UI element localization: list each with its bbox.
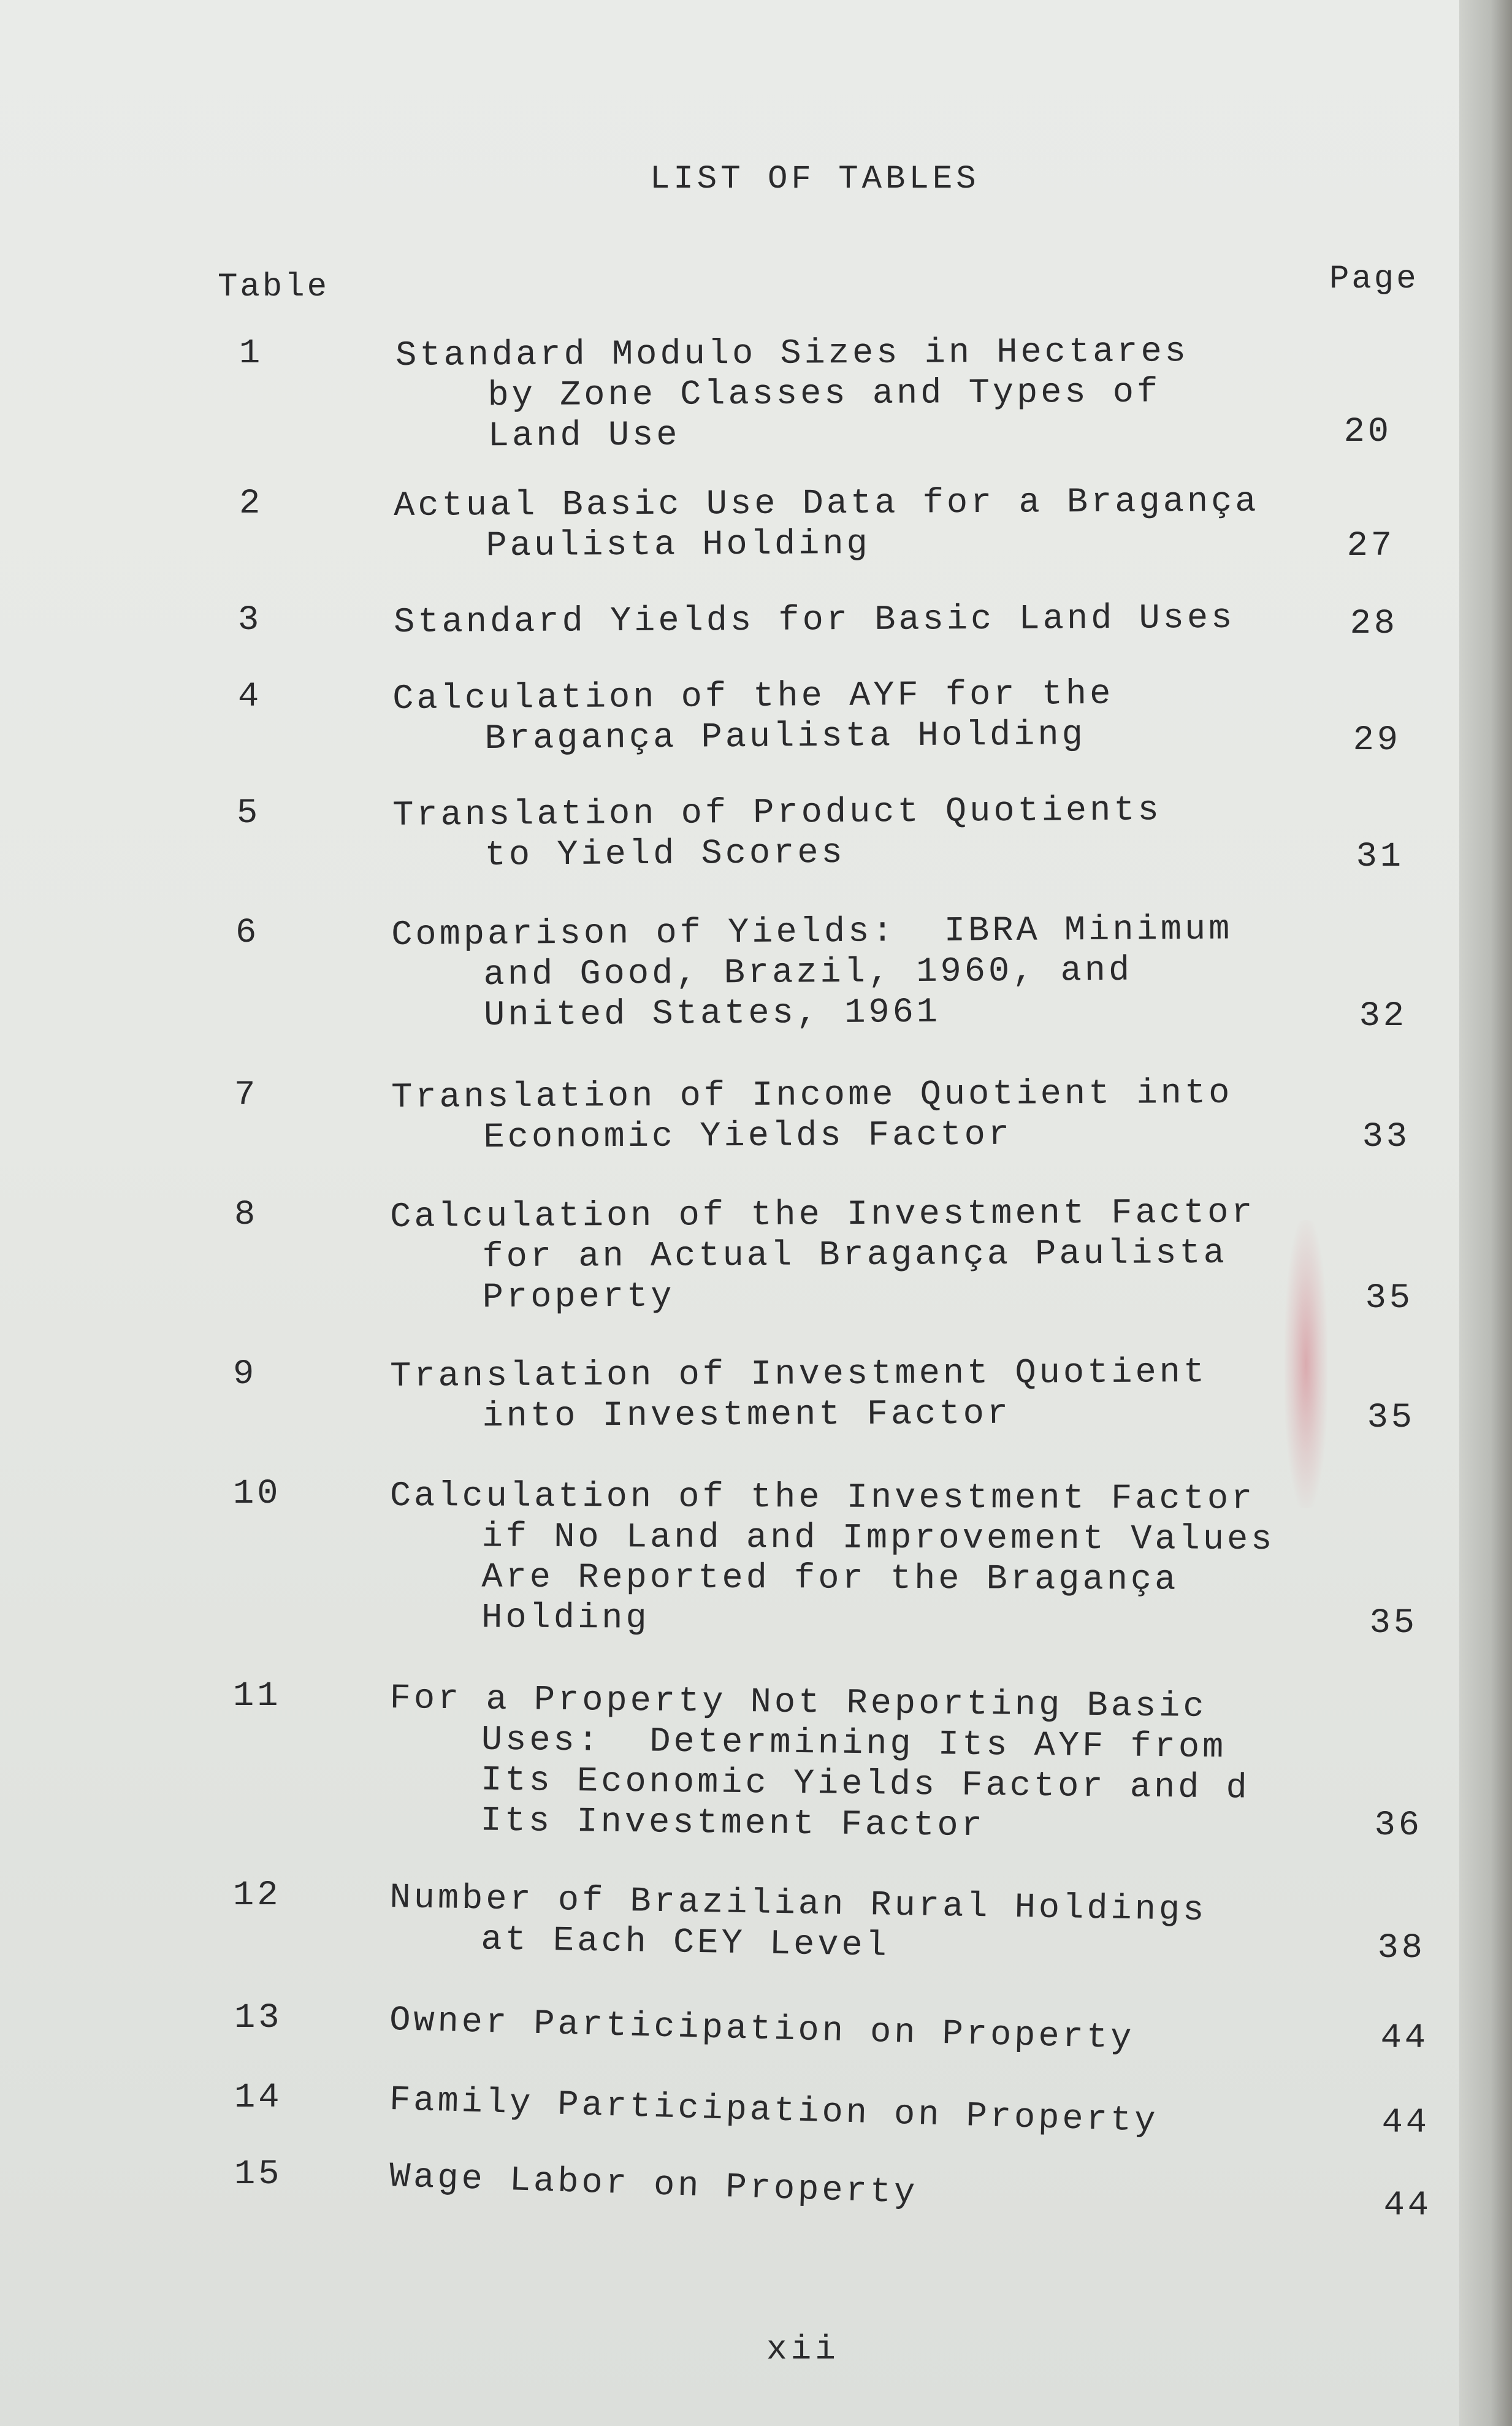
table-page-number: 32 bbox=[1359, 997, 1407, 1036]
table-title-line: Holding bbox=[481, 1598, 650, 1639]
table-number: 1 bbox=[239, 334, 264, 373]
table-title bbox=[391, 1074, 1233, 1159]
table-title-line: Calculation of the AYF for the bbox=[392, 674, 1114, 719]
table-number: 6 bbox=[235, 914, 260, 953]
table-page-number: 44 bbox=[1380, 2019, 1429, 2058]
table-title-line: to Yield Scores bbox=[484, 833, 846, 875]
red-ink-smudge bbox=[1285, 1220, 1327, 1508]
table-page-number: 35 bbox=[1367, 1398, 1415, 1438]
table-title-line: Paulista Holding bbox=[486, 524, 871, 566]
table-title-line: Comparison of Yields: IBRA Minimum bbox=[391, 910, 1233, 955]
table-title-line: and Good, Brazil, 1960, and bbox=[483, 951, 1133, 995]
table-number: 2 bbox=[239, 484, 264, 524]
table-page-number: 44 bbox=[1383, 2186, 1432, 2226]
adjacent-page-edge bbox=[1459, 0, 1512, 2426]
table-title-line: if No Land and Improvement Values bbox=[481, 1517, 1275, 1560]
table-title bbox=[389, 1878, 1207, 1972]
table-title bbox=[389, 2080, 1159, 2142]
table-page-number: 33 bbox=[1362, 1118, 1410, 1157]
table-title-line: Calculation of the Investment Factor bbox=[390, 1193, 1256, 1237]
table-title-line: Family Participation on Property bbox=[389, 2080, 1159, 2142]
page-title: LIST OF TABLES bbox=[650, 161, 980, 198]
table-title-line: Number of Brazilian Rural Holdings bbox=[389, 1878, 1207, 1931]
table-number: 12 bbox=[233, 1876, 281, 1915]
table-title bbox=[389, 2001, 1135, 2059]
table-title-line: Translation of Product Quotients bbox=[392, 791, 1163, 836]
table-number: 8 bbox=[234, 1196, 259, 1235]
table-page-number: 20 bbox=[1343, 413, 1392, 452]
table-page-number: 36 bbox=[1374, 1806, 1422, 1845]
table-title-line: Translation of Income Quotient into bbox=[391, 1074, 1233, 1118]
table-page-number: 44 bbox=[1381, 2104, 1430, 2143]
table-title-line: Standard Yields for Basic Land Uses bbox=[394, 598, 1235, 643]
table-title-line: Standard Modulo Sizes in Hectares bbox=[395, 332, 1189, 376]
table-title-line: Translation of Investment Quotient bbox=[390, 1353, 1208, 1397]
table-title-line: Bragança Paulista Holding bbox=[484, 715, 1086, 759]
table-title-line: For a Property Not Reporting Basic bbox=[389, 1679, 1207, 1727]
table-number: 14 bbox=[234, 2078, 283, 2118]
table-title-line: United States, 1961 bbox=[483, 993, 941, 1036]
table-title-line: Land Use bbox=[487, 416, 681, 457]
table-number: 4 bbox=[238, 677, 262, 717]
table-title bbox=[388, 1679, 1251, 1850]
column-header-table: Table bbox=[218, 269, 330, 306]
table-title-line: Calculation of the Investment Factor bbox=[389, 1477, 1256, 1519]
table-title bbox=[394, 482, 1259, 567]
table-number: 9 bbox=[233, 1355, 258, 1394]
table-title-line: for an Actual Bragança Paulista bbox=[482, 1234, 1228, 1278]
table-title-line: Its Economic Yields Factor and d bbox=[480, 1761, 1251, 1809]
table-title-line: Actual Basic Use Data for a Bragança bbox=[394, 482, 1259, 526]
table-title-line: Are Reported for the Bragança bbox=[481, 1558, 1179, 1600]
table-page-number: 29 bbox=[1353, 721, 1401, 760]
table-title-line: Economic Yields Factor bbox=[483, 1115, 1013, 1158]
table-page-number: 31 bbox=[1356, 837, 1404, 877]
table-page-number: 28 bbox=[1350, 605, 1398, 644]
table-title-line: into Investment Factor bbox=[482, 1394, 1012, 1437]
table-title bbox=[394, 598, 1235, 643]
table-number: 11 bbox=[233, 1677, 281, 1716]
table-number: 13 bbox=[234, 1999, 283, 2038]
table-number: 7 bbox=[234, 1076, 259, 1115]
column-header-page: Page bbox=[1329, 261, 1419, 298]
table-title-line: Its Investment Factor bbox=[480, 1801, 986, 1847]
page-folio: xii bbox=[766, 2330, 839, 2369]
table-title-line: Uses: Determining Its AYF from bbox=[481, 1720, 1227, 1768]
table-title bbox=[390, 1352, 1208, 1438]
table-title bbox=[392, 674, 1114, 760]
table-page-number: 38 bbox=[1377, 1929, 1426, 1968]
table-number: 3 bbox=[238, 601, 262, 640]
table-title-line: Wage Labor on Property bbox=[388, 2157, 919, 2214]
table-title bbox=[395, 332, 1189, 457]
table-title bbox=[389, 1476, 1275, 1641]
table-number: 10 bbox=[233, 1474, 281, 1514]
table-number: 15 bbox=[234, 2155, 283, 2194]
table-title bbox=[391, 909, 1234, 1037]
table-title-line: Owner Participation on Property bbox=[389, 2001, 1135, 2059]
table-page-number: 35 bbox=[1365, 1279, 1413, 1318]
table-page-number: 27 bbox=[1346, 527, 1395, 566]
table-number: 5 bbox=[237, 794, 261, 833]
table-title bbox=[390, 1193, 1256, 1319]
table-title-line: by Zone Classes and Types of bbox=[487, 373, 1161, 416]
table-title bbox=[392, 790, 1162, 877]
table-title bbox=[389, 2157, 918, 2214]
table-page-number: 35 bbox=[1369, 1604, 1418, 1643]
table-title-line: at Each CEY Level bbox=[480, 1920, 890, 1966]
table-title-line: Property bbox=[482, 1277, 675, 1318]
